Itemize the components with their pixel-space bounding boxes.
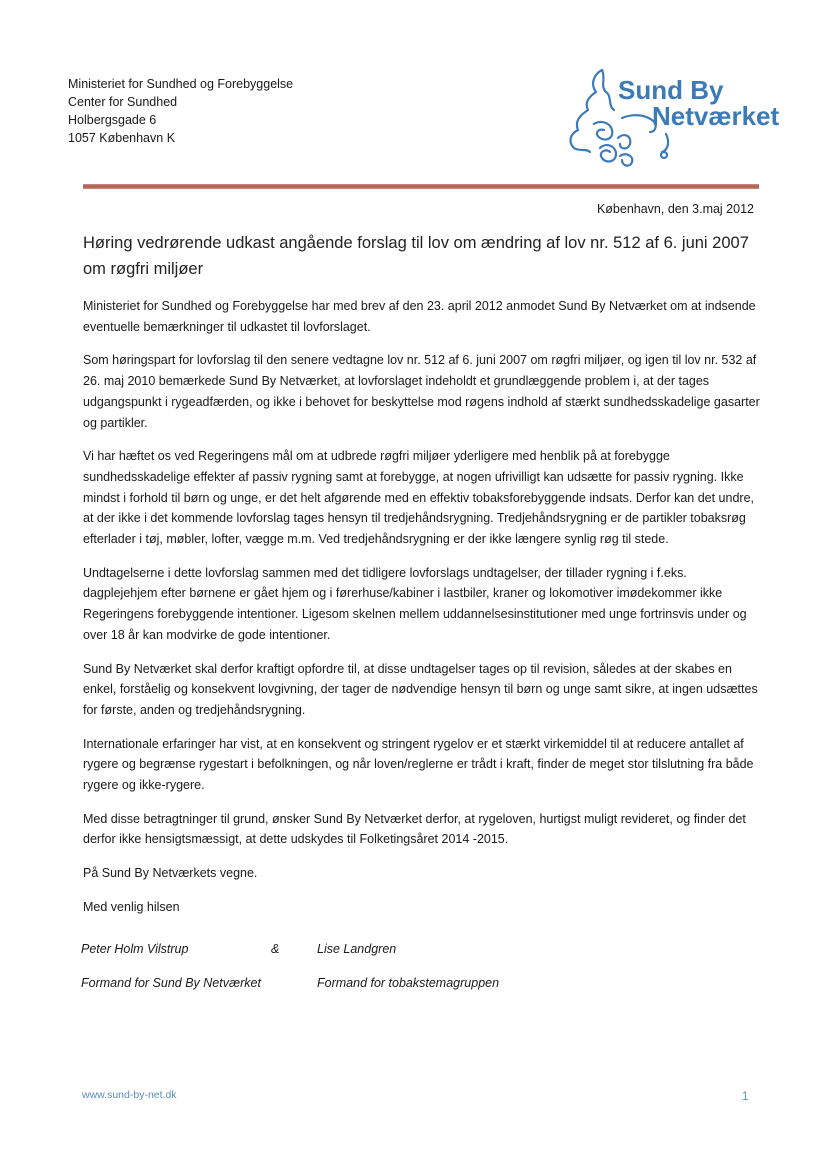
closing-line: På Sund By Netværkets vegne. [83, 866, 258, 881]
address-line: Holbergsgade 6 [68, 113, 157, 127]
paragraph: Internationale erfaringer har vist, at en konsekvent og stringent rygelov er et stærkt virkemiddel til at reducere antallet af rygere og begrænse rygestart i befolkningen, og når loven/reglerne er trådt i kraft, finder de meget stor tilslutning fra både rygere og ikke-rygere. [83, 736, 754, 793]
letter-date: København, den 3.maj 2012 [596, 202, 754, 216]
sender-address [68, 75, 293, 147]
logo-map-icon [560, 62, 785, 172]
signature-name-2: Lise Landgren [317, 942, 397, 956]
address-line: 1057 København K [68, 131, 176, 145]
paragraph: Ministeriet for Sundhed og Forebyggelse har med brev af den 23. april 2012 anmodet Sund By Netværket om at indsende eventuelle bemærkninger til udkastet til lovforslaget. [83, 299, 756, 334]
letter-title: Høring vedrørende udkast angående forslag til lov om ændring af lov nr. 512 af 6. juni 2007 om røgfri miljøer [83, 234, 749, 278]
signature-role-2: Formand for tobakstemagruppen [317, 976, 500, 990]
footer-url[interactable]: www.sund-by-net.dk [82, 1089, 177, 1101]
paragraph: Med disse betragtninger til grund, ønsker Sund By Netværket derfor, at rygeloven, hurtigst muligt revideret, og finder det derfor ikke hensigtsmæssigt, at dette udskydes til Folketingsåret 2014 -2015. [83, 811, 746, 847]
logo-line1: Sund By [618, 75, 724, 105]
greeting: Med venlig hilsen [83, 899, 180, 914]
address-line: Center for Sundhed [68, 95, 178, 109]
logo-line2: Netværket [652, 101, 780, 131]
letter-body [83, 296, 763, 931]
paragraph: Sund By Netværket skal derfor kraftigt opfordre til, at disse undtagelser tages op til revision, således at der skabes en enkel, forståelig og konsekvent lovgivning, der tager de nødvendige hensyn til børn og unge samt sikre, at ingen udsættes for første, anden og tredjehåndsrygning. [83, 661, 758, 717]
header-divider [83, 184, 759, 189]
paragraph: Som høringspart for lovforslag til den senere vedtagne lov nr. 512 af 6. juni 2007 om røgfri miljøer, og igen til lov nr. 532 af 26. maj 2010 bemærkede Sund By Netværket, at lovforslaget indeholdt et grundlæggende problem i, at der tages udgangspunkt i rygeadfærden, og ikke i behovet for beskyttelse mod røgens indhold af stærkt sundhedsskadelige gasarter og partikler. [83, 353, 760, 430]
signature-ampersand: & [271, 942, 280, 956]
signature-name-1: Peter Holm Vilstrup [81, 942, 189, 956]
sund-by-netvaerket-logo [560, 62, 785, 172]
address-line: Ministeriet for Sundhed og Forebyggelse [68, 77, 294, 91]
signature-role-1: Formand for Sund By Netværket [81, 976, 261, 990]
paragraph: Vi har hæftet os ved Regeringens mål om at udbrede røgfri miljøer yderligere med henblik på at forebygge sundhedsskadelige effekter af passiv rygning samt at forebygge, at nogen ufrivilligt kan udsætte for passiv rygning. Ikke mindst i forhold til børn og unge, er det helt afgørende med en effektiv tobaksforebyggende indsats. Derfor kan det undre, at der ikke i det kommende lovforslag tages hensyn til tredjehåndsrygning. Tredjehåndsrygning er de partikler tobaksrøg efterlader i tøj, møbler, lofter, vægge m.m. Ved tredjehåndsrygning er der ikke længere synlig røg til stede. [83, 449, 754, 547]
page-number: 1 [742, 1091, 749, 1103]
paragraph: Undtagelserne i dette lovforslag sammen med det tidligere lovforslags undtagelser, der tillader rygning i f.eks. dagplejehjem efter børnene er gået hjem og i førerhuse/kabiner i lastbiler, kraner og lokomotiver imødekommer ikke Regeringens forebyggende intentioner. Ligesom skelnen mellem uddannelsesinstitutioner med unge fortrinsvis under og over 18 år kan modvirke de gode intentioner. [83, 565, 747, 642]
